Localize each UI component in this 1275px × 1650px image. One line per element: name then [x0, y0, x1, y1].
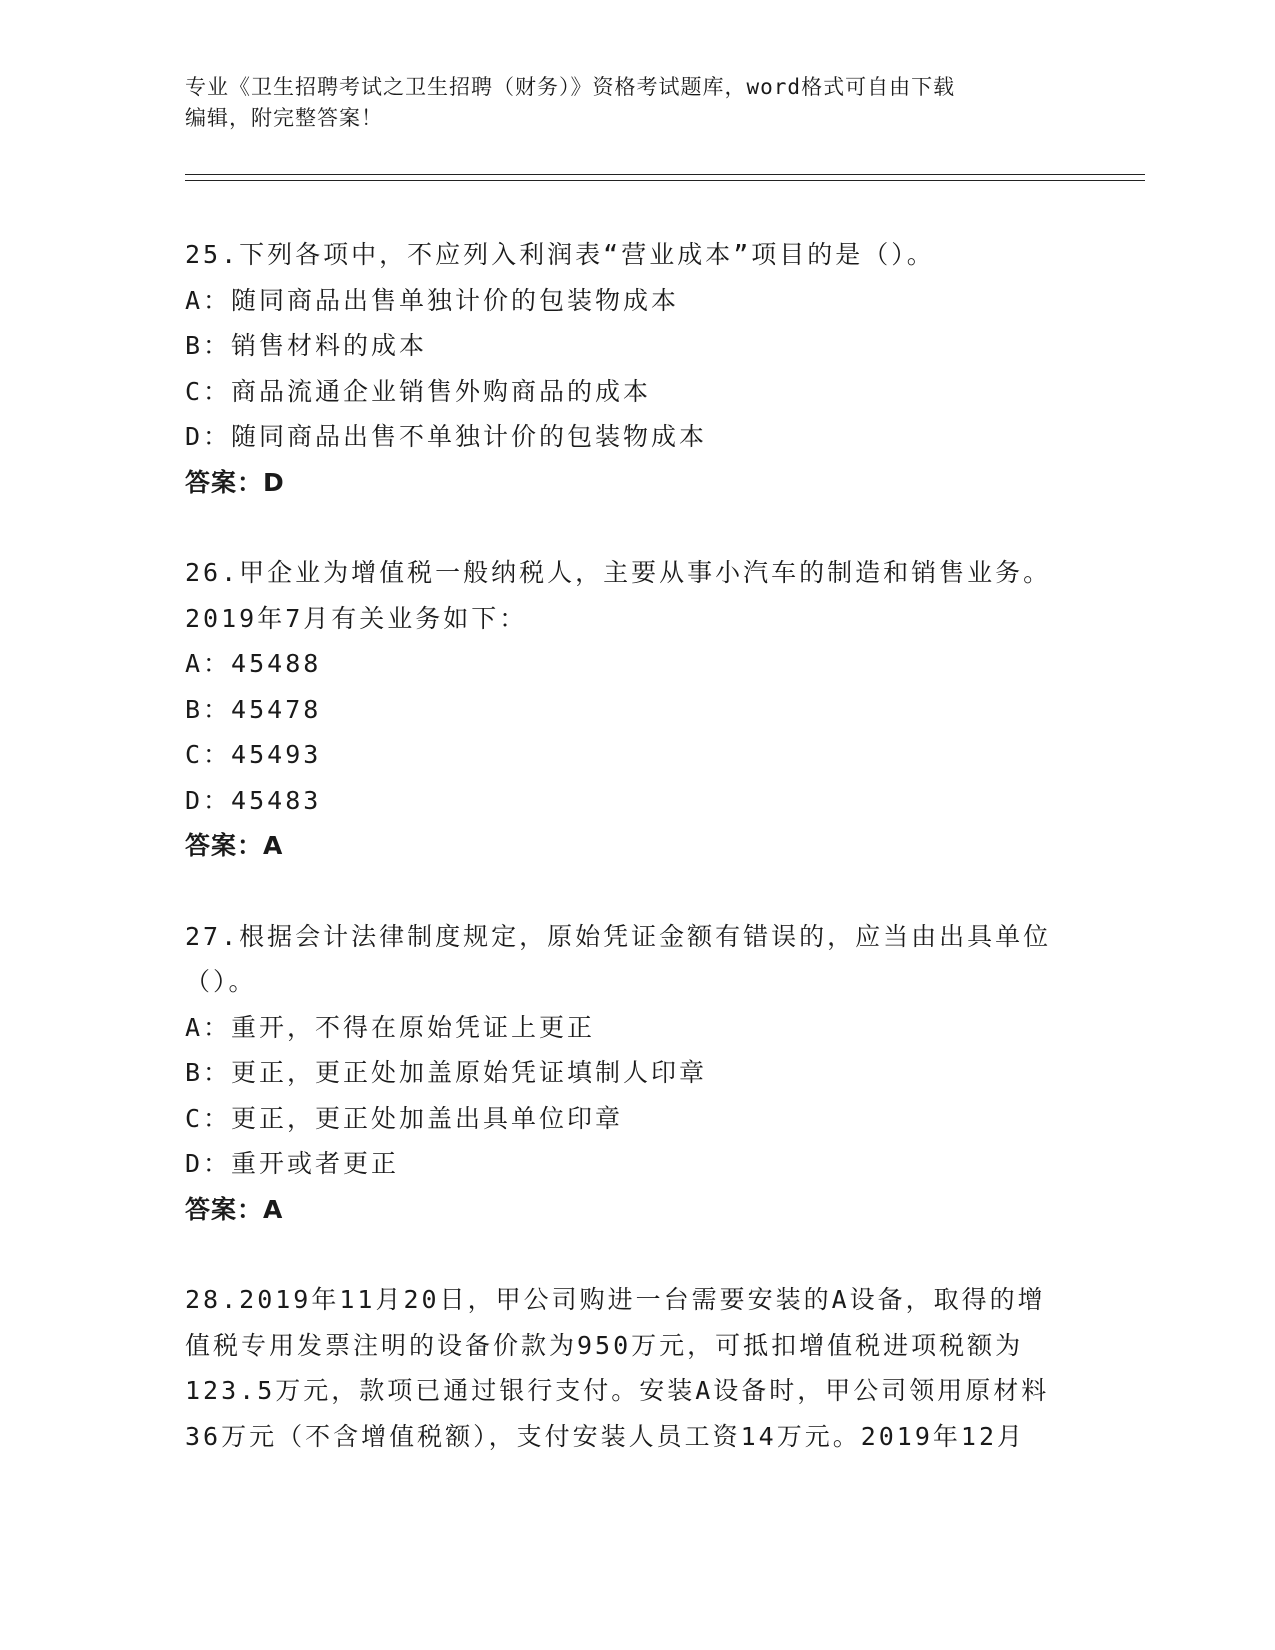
option-d: D：随同商品出售不单独计价的包装物成本: [185, 422, 708, 451]
question-stem: 26.甲企业为增值税一般纳税人，主要从事小汽车的制造和销售业务。: [185, 558, 1052, 587]
option-a: A：45488: [185, 649, 322, 678]
option-a: A：随同商品出售单独计价的包装物成本: [185, 285, 680, 315]
question-stem: 25.下列各项中，不应列入利润表“营业成本”项目的是（）。: [185, 240, 935, 269]
option-d: D：45483: [185, 785, 322, 815]
question-stem-cont: （）。: [185, 967, 257, 996]
question-27: [185, 914, 1085, 1233]
header-line-2: 编辑，附完整答案！: [185, 106, 383, 130]
option-a: A：重开，不得在原始凭证上更正: [185, 1012, 596, 1042]
question-25: [185, 232, 1085, 505]
question-list: [185, 232, 1085, 1459]
answer: 答案：D: [185, 467, 285, 497]
option-c: C：45493: [185, 740, 322, 769]
option-b: B：45478: [185, 694, 322, 724]
question-stem: 28.2019年11月20日，甲公司购进一台需要安装的A设备，取得的增: [185, 1285, 1046, 1314]
option-c: C：更正，更正处加盖出具单位印章: [185, 1103, 624, 1133]
option-b: B：更正，更正处加盖原始凭证填制人印章: [185, 1058, 708, 1087]
answer: 答案：A: [185, 831, 284, 860]
header-divider-bottom: [185, 180, 1145, 181]
option-d: D：重开或者更正: [185, 1149, 400, 1178]
question-stem-cont: 2019年7月有关业务如下：: [185, 603, 528, 633]
question-stem-cont: 36万元（不含增值税额），支付安装人员工资14万元。2019年12月: [185, 1421, 1026, 1451]
question-stem-cont: 123.5万元，款项已通过银行支付。安装A设备时，甲公司领用原材料: [185, 1376, 1050, 1405]
question-stem-cont: 值税专用发票注明的设备价款为950万元，可抵扣增值税进项税额为: [185, 1330, 1024, 1360]
option-c: C：商品流通企业销售外购商品的成本: [185, 376, 652, 406]
header-divider-top: [185, 174, 1145, 175]
question-stem: 27.根据会计法律制度规定，原始凭证金额有错误的，应当由出具单位: [185, 921, 1052, 951]
document-header: [185, 72, 1085, 134]
answer: 答案：A: [185, 1194, 284, 1224]
question-28: [185, 1277, 1085, 1459]
option-b: B：销售材料的成本: [185, 331, 428, 360]
question-26: [185, 550, 1085, 869]
header-line-1: 专业《卫生招聘考试之卫生招聘（财务）》资格考试题库，word格式可自由下载: [185, 75, 956, 99]
